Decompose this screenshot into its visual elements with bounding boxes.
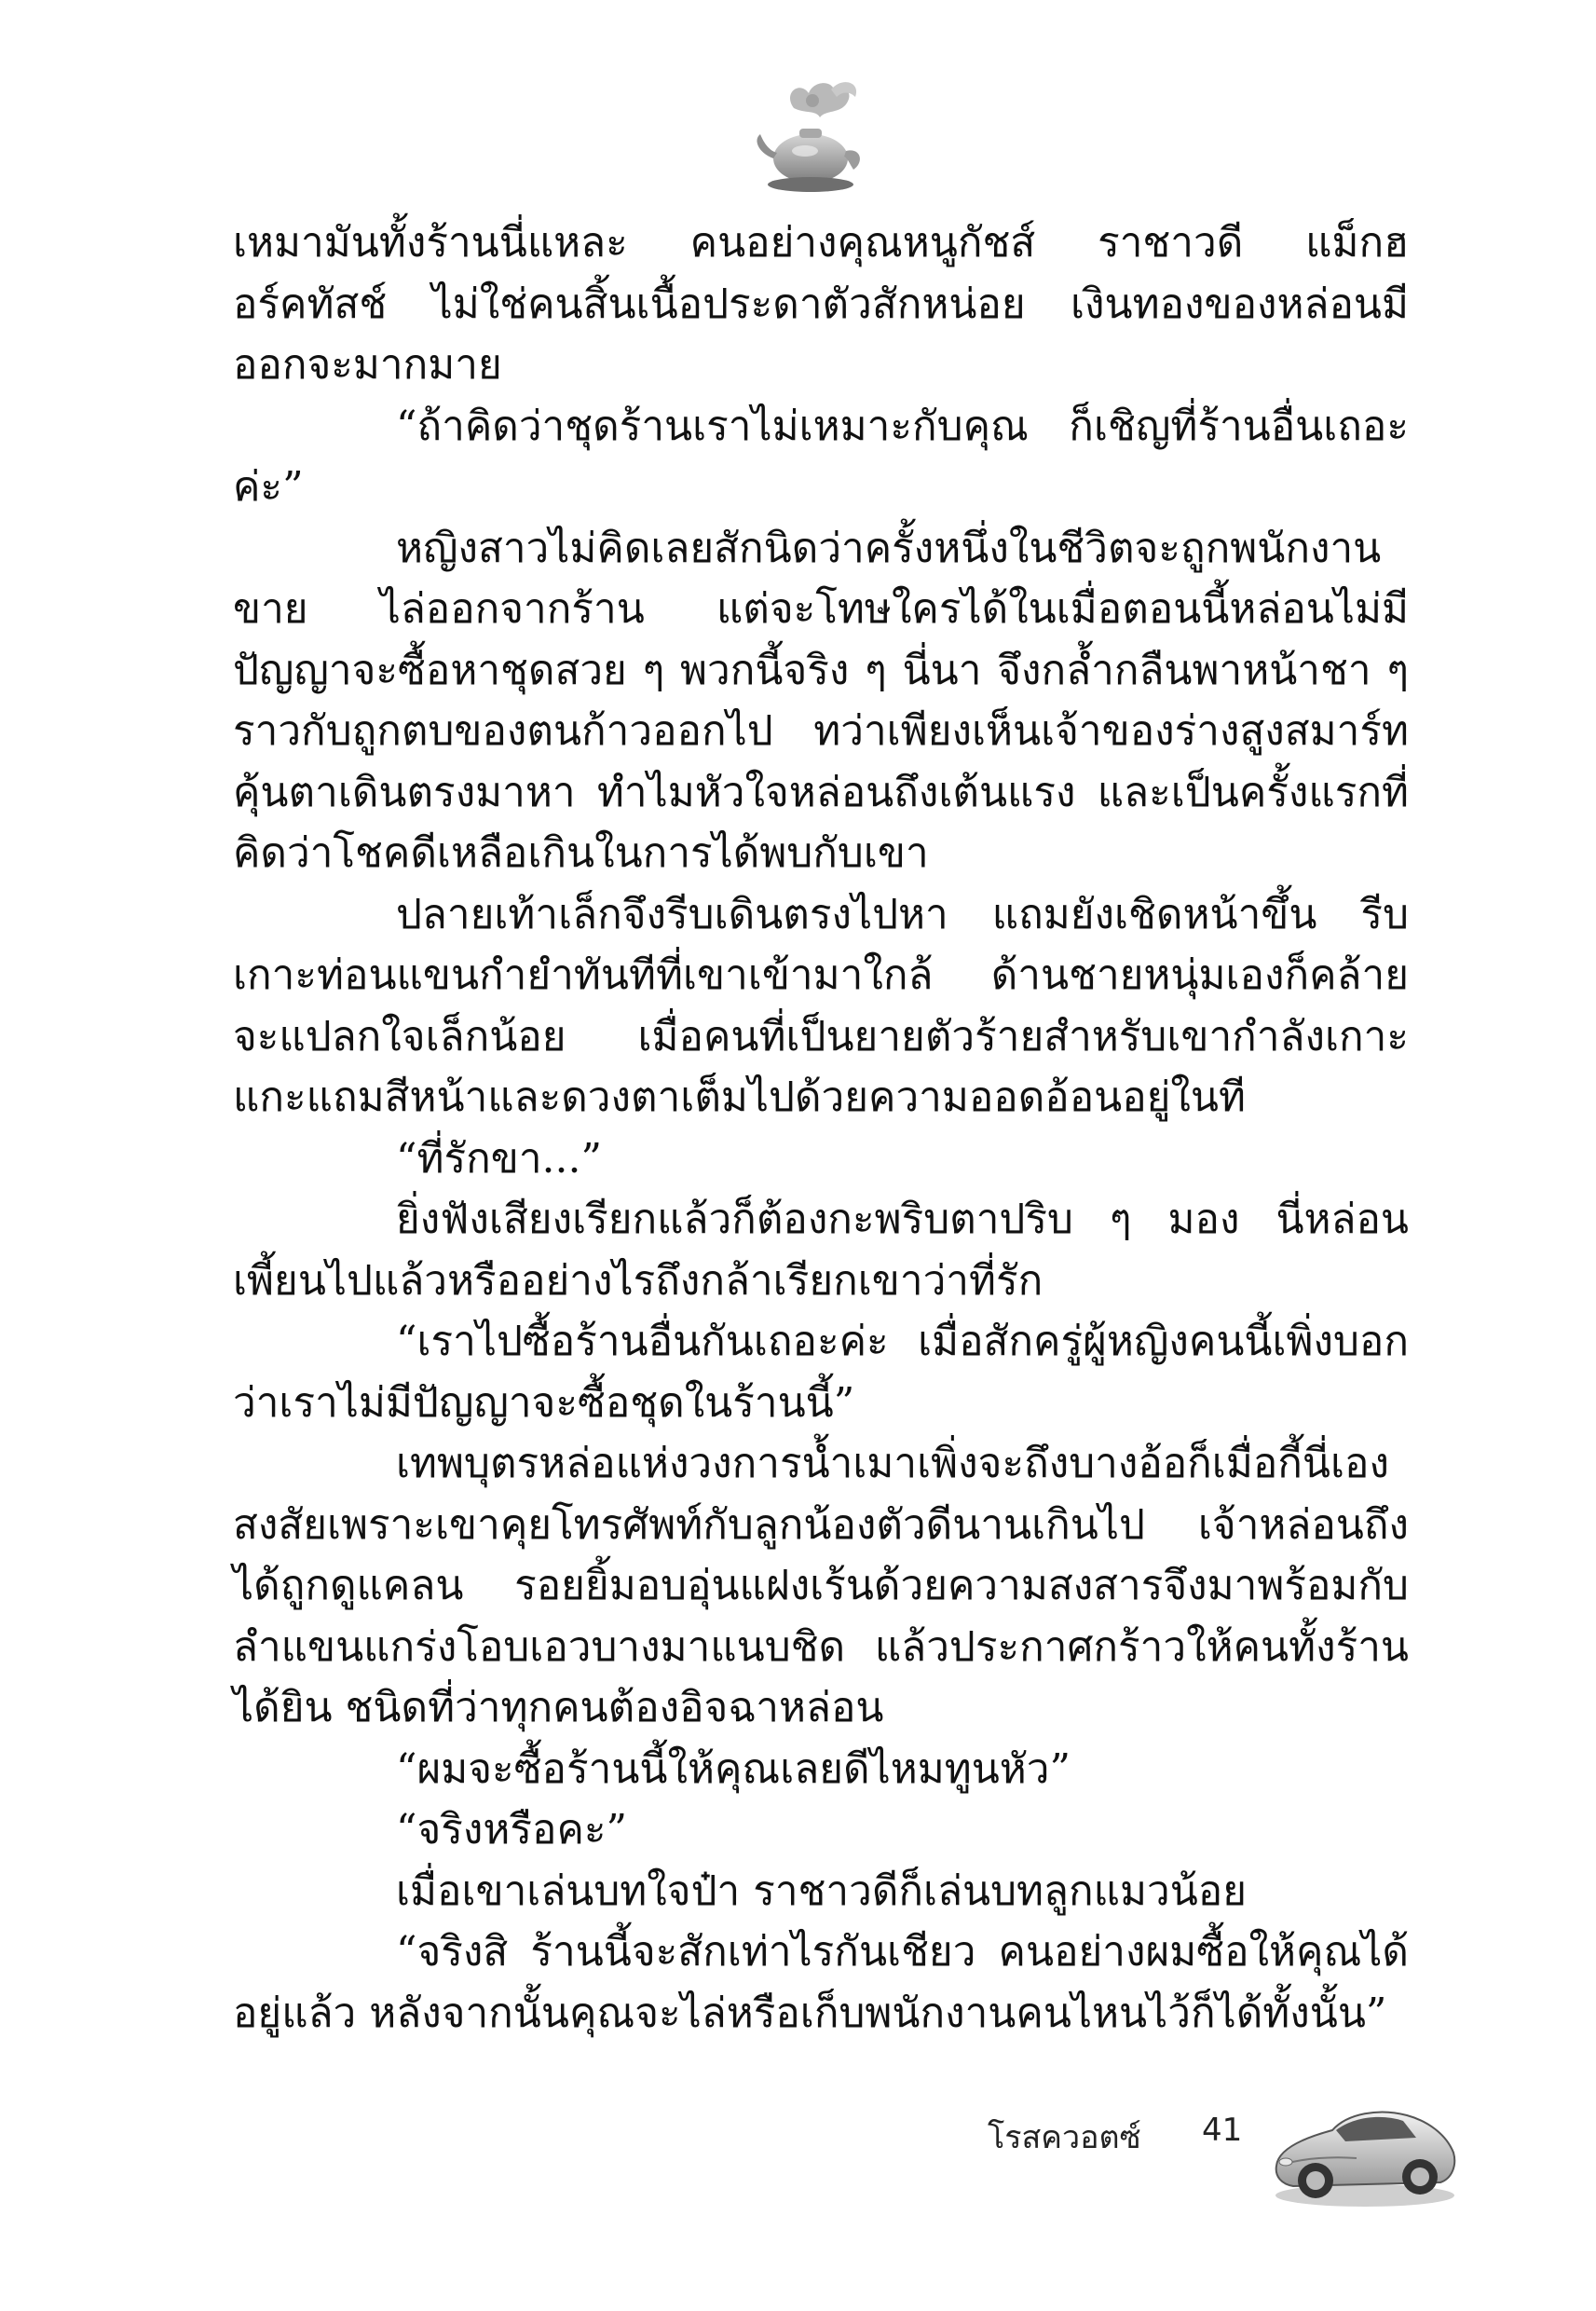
- dialogue-paragraph: “จริงสิ ร้านนี้จะสักเท่าไรกันเชียว คนอย่างผมซื้อให้คุณได้อยู่แล้ว หลังจากนั้นคุณจะไล่หรือเก็บพนักงานคนไหนไว้ก็ได้ทั้งนั้น”: [233, 1928, 1409, 2037]
- paragraph: เทพบุตรหล่อแห่งวงการน้ำเมาเพิ่งจะถึงบางอ้อก็เมื่อกี้นี่เอง สงสัยเพราะเขาคุยโทรศัพท์กับลูกน้องตัวดีนานเกินไป เจ้าหล่อนถึงได้ถูกดูแคลน รอยยิ้มอบอุ่นแฝงเร้นด้วยความสงสารจึงมาพร้อมกับลำแขนแกร่งโอบเอวบางมาแนบชิด แล้วประกาศกร้าวให้คนทั้งร้านได้ยิน ชนิดที่ว่าทุกคนต้องอิจฉาหล่อน: [233, 1440, 1409, 1731]
- paragraph: หญิงสาวไม่คิดเลยสักนิดว่าครั้งหนึ่งในชีวิตจะถูกพนักงานขาย ไล่ออกจากร้าน แต่จะโทษใครได้ในเมื่อตอนนี้หล่อนไม่มีปัญญาจะซื้อหาชุดสวย ๆ พวกนี้จริง ๆ นี่นา จึงกล้ำกลืนพาหน้าชา ๆ ราวกับถูกตบของตนก้าวออกไป ทว่าเพียงเห็นเจ้าของร่างสูงสมาร์ทคุ้นตาเดินตรงมาหา ทำไมหัวใจหล่อนถึงเต้นแรง และเป็นครั้งแรกที่คิดว่าโชคดีเหลือเกินในการได้พบกับเขา: [233, 524, 1409, 877]
- paragraph: ปลายเท้าเล็กจึงรีบเดินตรงไปหา แถมยังเชิดหน้าขึ้น รีบเกาะท่อนแขนกำยำทันทีที่เขาเข้ามาใกล้ ด้านชายหนุ่มเองก็คล้ายจะแปลกใจเล็กน้อย เมื่อคนที่เป็นยายตัวร้ายสำหรับเขากำลังเกาะแกะแถมสีหน้าและดวงตาเต็มไปด้วยความออดอ้อนอยู่ในที: [233, 890, 1409, 1121]
- running-title: โรสควอตซ์: [988, 2119, 1141, 2156]
- page-footer: [960, 2076, 1463, 2216]
- body-text: [233, 212, 1409, 2044]
- paragraph: ยิ่งฟังเสียงเรียกแล้วก็ต้องกะพริบตาปริบ ๆ มอง นี่หล่อนเพี้ยนไปแล้วหรืออย่างไรถึงกล้าเรียกเขาว่าที่รัก: [233, 1196, 1409, 1305]
- dialogue-paragraph: “ที่รักขา...”: [396, 1134, 603, 1183]
- cupid-teapot-ornament-icon: [745, 73, 876, 203]
- paragraph: เหมามันทั้งร้านนี่แหละ คนอย่างคุณหนูกัชส์ ราชาวดี แม็กฮอร์คทัสช์ ไม่ใช่คนสิ้นเนื้อประดาตัวสักหน่อย เงินทองของหล่อนมีออกจะมากมาย: [233, 219, 1409, 389]
- paragraph: เมื่อเขาเล่นบทใจป๋า ราชาวดีก็เล่นบทลูกแมวน้อย: [396, 1867, 1247, 1915]
- dialogue-paragraph: “ผมจะซื้อร้านนี้ให้คุณเลยดีไหมทูนหัว”: [396, 1744, 1071, 1793]
- dialogue-paragraph: “ถ้าคิดว่าชุดร้านเราไม่เหมาะกับคุณ ก็เชิญที่ร้านอื่นเถอะค่ะ”: [233, 402, 1409, 511]
- dialogue-paragraph: “จริงหรือคะ”: [396, 1806, 628, 1853]
- sports-car-icon: [1267, 2076, 1463, 2216]
- page-number: 41: [1202, 2112, 1243, 2149]
- dialogue-paragraph: “เราไปซื้อร้านอื่นกันเถอะค่ะ เมื่อสักครู่ผู้หญิงคนนี้เพิ่งบอกว่าเราไม่มีปัญญาจะซื้อชุดในร้านนี้”: [233, 1318, 1409, 1427]
